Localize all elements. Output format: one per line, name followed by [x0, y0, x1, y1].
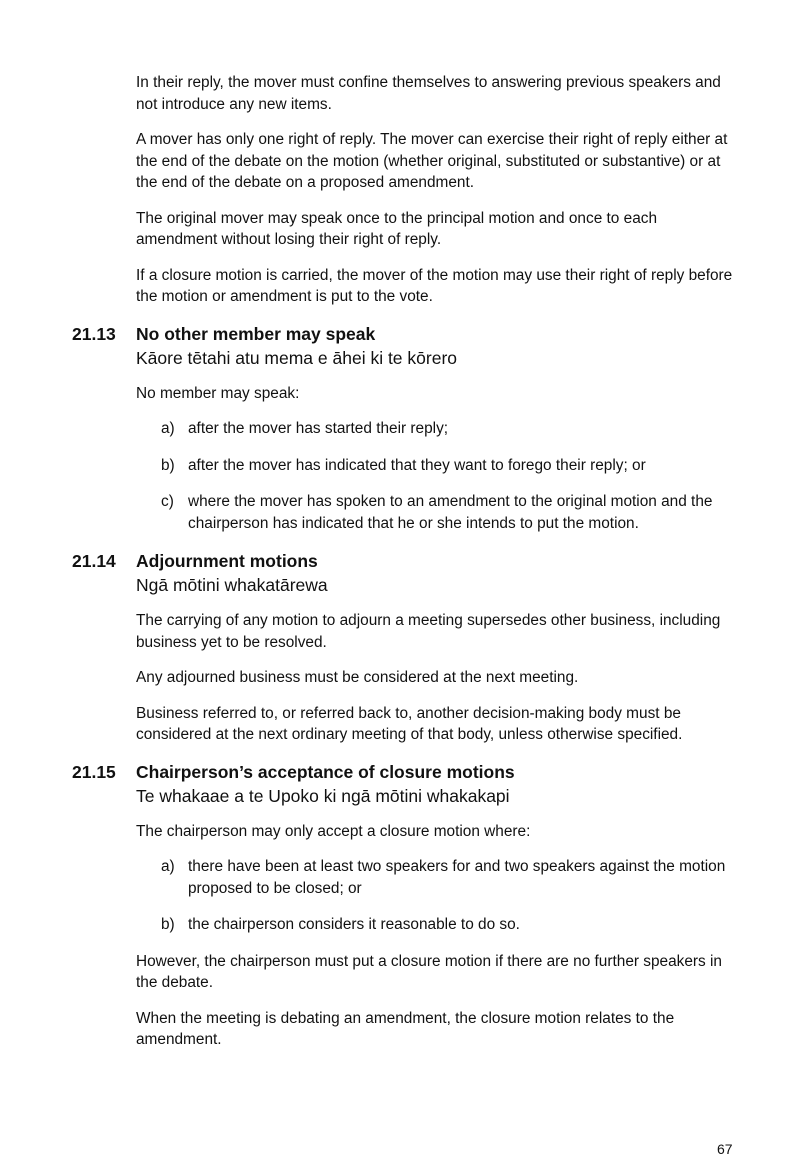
section-heading-21-15	[72, 760, 736, 809]
section-number: 21.15	[72, 761, 116, 782]
list-item-text: after the mover has started their reply;	[188, 420, 449, 437]
section-number: 21.13	[72, 323, 116, 344]
list-marker: b)	[161, 456, 175, 474]
paragraph: The chairperson may only accept a closure motion where:	[136, 822, 531, 840]
paragraph: The original mover may speak once to the principal motion and once to each amendment without losing their right of reply.	[136, 209, 658, 248]
paragraph: Business referred to, or referred back to, another decision-making body must be considered at the next ordinary meeting of that body, unless otherwise specified.	[136, 704, 683, 743]
paragraph: A mover has only one right of reply. The mover can exercise their right of reply either at the end of the debate on the motion (whether original, substituted or substantive) or at the end of the debate on a proposed amendment.	[136, 131, 728, 191]
lettered-list	[136, 856, 736, 936]
list-marker: a)	[161, 858, 175, 875]
paragraph: No member may speak:	[136, 384, 300, 402]
list-item	[136, 491, 736, 534]
section-heading-21-13	[72, 322, 736, 371]
list-marker: c)	[161, 493, 174, 510]
paragraph: In their reply, the mover must confine themselves to answering previous speakers and not introduce any new items.	[136, 74, 721, 113]
section-title: Adjournment motions	[136, 551, 318, 571]
section-number: 21.14	[72, 551, 116, 571]
section-title: Chairperson’s acceptance of closure motions	[136, 761, 515, 782]
list-item-text: where the mover has spoken to an amendment to the original motion and the chairperson has indicated that he or she intends to put the motion.	[188, 493, 713, 532]
list-item	[136, 856, 736, 899]
list-item-text: there have been at least two speakers for and two speakers against the motion proposed to be closed; or	[188, 858, 726, 897]
list-item-text: the chairperson considers it reasonable to do so.	[188, 916, 520, 933]
list-marker: b)	[161, 916, 175, 933]
page-number: 67	[717, 1141, 733, 1157]
section-subtitle-maori: Ngā mōtini whakatārewa	[136, 575, 328, 595]
paragraph: Any adjourned business must be considered at the next meeting.	[136, 669, 579, 686]
lettered-list	[136, 418, 736, 534]
paragraph: The carrying of any motion to adjourn a meeting supersedes other business, including business yet to be resolved.	[136, 612, 721, 651]
section-heading-21-14	[72, 549, 736, 598]
paragraph: If a closure motion is carried, the mover of the motion may use their right of reply before the motion or amendment is put to the vote.	[136, 266, 733, 305]
section-subtitle-maori: Te whakaae a te Upoko ki ngā mōtini whakakapi	[136, 785, 510, 806]
page-content	[72, 72, 736, 1065]
section-subtitle-maori: Kāore tētahi atu mema e āhei ki te kōrero	[136, 347, 458, 368]
section-title: No other member may speak	[136, 323, 376, 344]
list-item	[136, 914, 736, 936]
paragraph: However, the chairperson must put a closure motion if there are no further speakers in the debate.	[136, 952, 722, 991]
paragraph: When the meeting is debating an amendment, the closure motion relates to the amendment.	[136, 1009, 675, 1048]
list-marker: a)	[161, 420, 175, 437]
list-item	[136, 455, 736, 477]
list-item	[136, 418, 736, 440]
list-item-text: after the mover has indicated that they want to forego their reply; or	[188, 456, 646, 474]
